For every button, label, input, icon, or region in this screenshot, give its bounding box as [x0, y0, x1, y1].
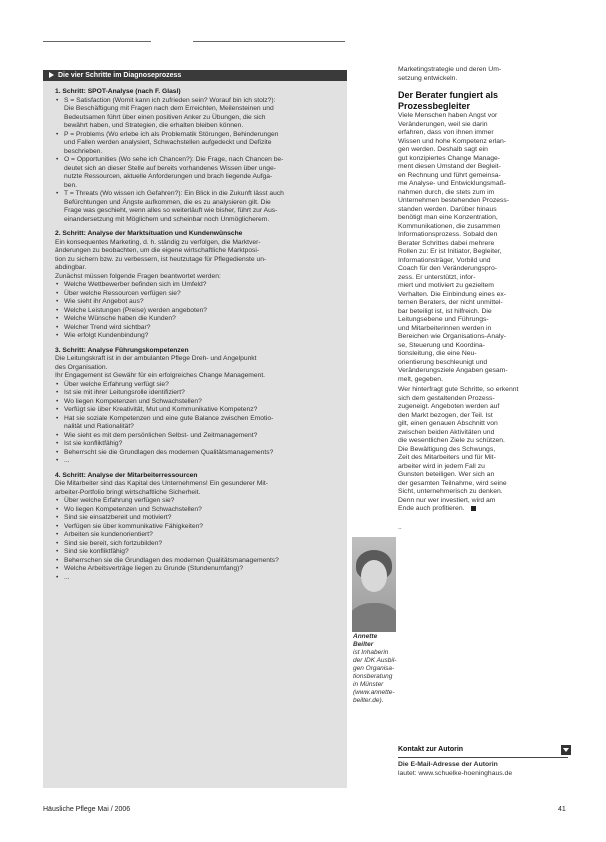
- bullet-item-continuation: nalität und Rationalität?: [64, 423, 134, 430]
- bullet-item: • Über welche Erfahrung verfügt sie?: [55, 381, 169, 390]
- step-paragraph-line: arbeiter-Portfolio bringt wirtschaftliche Sicherheit.: [55, 488, 201, 496]
- kontakt-title: Kontakt zur Autorin: [398, 746, 464, 753]
- column-text-line: Informationsträger, Vorbild und: [398, 256, 491, 264]
- bullet-item: Befürchtungen und Ängste aufkommen, die es zu analysieren gilt. Die: [64, 198, 271, 206]
- section-heading: Prozessbegleiter: [398, 100, 471, 111]
- step-paragraph-line: des Organisation.: [55, 363, 108, 371]
- caption-line: tionsberatung: [353, 673, 393, 680]
- bullet-item: • O = Opportunities (Wo sehe ich Chancen?): Die Frage, nach Chancen be-: [55, 156, 283, 165]
- column-text-line: ment diesen Umstand der Begleit-: [398, 163, 501, 170]
- bullet-item: • P = Problems (Wo erlebe ich als Problematik Störungen, Behinderungen: [55, 131, 278, 140]
- bullet-item: und Fallen werden analysiert, Schwachstellen aufgedeckt und Defizite: [64, 139, 272, 146]
- caption-line: Beilter: [353, 641, 374, 648]
- bullet-item: ben.: [64, 181, 78, 189]
- bullet-item: • Über welche Erfahrung verfügen sie?: [55, 497, 174, 506]
- column-text-line: Die Bewältigung des Schwungs,: [398, 445, 496, 453]
- column-text-line: den Markt bezogen, der Teil. Ist: [398, 411, 493, 419]
- bullet-item: • Sind sie einsatzbereit und motiviert?: [55, 514, 171, 523]
- bullet-item: • Welche Wünsche haben die Kunden?: [55, 315, 176, 324]
- step-heading: 2. Schritt: Analyse der Marktsituation und Kundenwünsche: [55, 230, 243, 237]
- end-of-article-mark: [471, 506, 476, 511]
- bullet-item: • S = Satisfaction (Womit kann ich zufrieden sein? Worauf bin ich stolz?):: [55, 97, 275, 106]
- column-text-line: Veränderungen, weil sie darin: [398, 120, 488, 128]
- caption-line: Annette: [353, 633, 378, 640]
- column-text-line: Viele Menschen haben Angst vor: [398, 112, 498, 119]
- bullet-item: • Über welche Ressourcen verfügen sie?: [55, 290, 181, 299]
- column-text-line: bar beteiligt ist, ist hilfreich. Die: [398, 307, 492, 315]
- column-text-line: gilt, einen genauen Abschnitt von: [398, 420, 498, 427]
- bullet-item: einandersetzung mit Möglichem und scheinbar noch Unmöglicherem.: [64, 215, 270, 223]
- column-text-line: Wer hinterfragt gute Schritte, so erkennt: [398, 386, 519, 393]
- box-title-bar: [43, 70, 347, 81]
- step-paragraph-line: tion zu sichern bzw. zu verbessern, ist heutzutage für Pflegedienste un-: [55, 255, 267, 263]
- column-text-line: zess. Er unterstützt, infor-: [398, 273, 476, 281]
- column-text-line: standen werden. Darüber hinaus: [398, 205, 497, 213]
- caption-line: ist Inhaberin: [353, 649, 389, 656]
- bullet-item: • Wie sieht ihr Angebot aus?: [55, 298, 144, 307]
- bullet-item: • Beherrschen sie die Grundlagen des modernen Qualitätsmanagements?: [55, 557, 279, 566]
- column-text-line: orientierung beschleunigt und: [398, 358, 488, 366]
- caption-line: der IDK Ausbil-: [353, 657, 397, 664]
- column-text-line: Berater Schrittes dabei mehrere: [398, 239, 495, 247]
- bullet-item: • Arbeiten sie kundenorientiert?: [55, 531, 153, 540]
- step-heading: 4. Schritt: Analyse der Mitarbeiterressourcen: [55, 471, 198, 479]
- play-arrow-icon: [49, 72, 54, 78]
- bullet-item: deutet sich an dieser Stelle auf bereits vorhandenes Wissen über unge-: [64, 164, 276, 172]
- bullet-item: • Ist sie mit ihrer Leitungsrolle identifiziert?: [55, 389, 185, 398]
- bullet-item: • Wo liegen Kompetenzen und Schwachstellen?: [55, 398, 202, 407]
- page-number: 41: [558, 806, 566, 813]
- step-paragraph-line: Ihr Engagement ist Gewähr für ein erfolgreiches Change Management.: [55, 372, 266, 379]
- column-text-line: arbeiter wird in jedem Fall zu: [398, 462, 485, 470]
- step-paragraph-line: Ein konsequentes Marketing, d. h. ständig zu verfolgen, die Marktver-: [55, 238, 261, 246]
- section-heading: Der Berater fungiert als: [398, 90, 499, 100]
- bullet-item: • T = Threats (Wo wissen ich Gefahren?): Ein Blick in die Zukunft lässt auch: [55, 190, 284, 199]
- column-text-line: und Mitarbeiterinnen werden in: [398, 324, 492, 332]
- bullet-item: • Sind sie bereit, sich fortzubilden?: [55, 540, 162, 549]
- column-text-line: Kommunikationen, die zusammen: [398, 222, 501, 230]
- column-text-line: Unternehmen bestehenden Prozess-: [398, 197, 510, 204]
- author-photo: [352, 537, 396, 632]
- kontakt-line: lautet: www.schuelke-hoeninghaus.de: [398, 769, 513, 777]
- column-text-line: der gesamten Teilnahme, wird seine: [398, 479, 507, 487]
- bullet-item: • Wie sieht es mit dem persönlichen Selbst- und Zeitmanagement?: [55, 432, 257, 441]
- column-text-line: zugeneigt. Angeboten werden auf: [398, 403, 500, 410]
- column-text-line: Coach für den Veränderungspro-: [398, 265, 497, 272]
- column-text-line: zwischen beiden Aktivitäten und: [398, 428, 495, 436]
- column-text-line: sich dem gestaltenden Prozess-: [398, 394, 495, 402]
- footer-magazine: Häusliche Pflege Mai / 2006: [43, 806, 131, 813]
- step-paragraph-line: abdingbar.: [55, 264, 87, 271]
- column-text-line: me Analyse- und Entwicklungsmaß-: [398, 180, 507, 187]
- column-text-line: Marketingstrategie und deren Um-: [398, 66, 502, 73]
- column-text-line: Verhalten. Die Einbindung eines ex-: [398, 290, 507, 298]
- column-text-line: benötigt man eine Konzentration,: [398, 214, 498, 221]
- box-title: Die vier Schritte im Diagnoseprozess: [58, 72, 182, 79]
- column-text-line: en Rechnung und führt gemeinsa-: [398, 171, 501, 179]
- bullet-item: • Sind sie konfliktfähig?: [55, 548, 129, 557]
- chevron-down-icon: [561, 745, 571, 755]
- column-text-line: gut konzipiertes Change Manage-: [398, 154, 501, 162]
- bullet-item: Bedeutsamen führt über einen positiven Anker zu Übungen, die sich: [64, 113, 266, 121]
- header-rule-left: [43, 41, 151, 42]
- header-rule-right: [193, 41, 345, 42]
- bullet-item: • Welcher Trend wird sichtbar?: [55, 324, 150, 333]
- bullet-item: • Welche Leistungen (Preise) werden angeboten?: [55, 307, 207, 316]
- step-intro: Zunächst müssen folgende Fragen beantwortet werden:: [55, 272, 221, 280]
- bullet-item: • Verfügen sie über kommunikative Fähigkeiten?: [55, 523, 203, 532]
- step-paragraph-line: Die Mitarbeiter sind das Kapital des Unternehmens! Ein gesunderer Mit-: [55, 480, 268, 487]
- column-text-line: Zeit des Mitarbeiters und für Mit-: [398, 454, 496, 461]
- column-text-line: nahmen durch, die stets zum im: [398, 188, 495, 196]
- bullet-item: • Wie erfolgt Kundenbindung?: [55, 332, 148, 341]
- bullet-item: nutzte Ressourcen, aktuelle Anforderungen und brach liegende Aufga-: [64, 173, 273, 180]
- step-paragraph-line: Die Leitungskraft ist in der ambulanten Pflege Dreh- und Angelpunkt: [55, 355, 257, 362]
- column-text-line: Wissen und hohe Kompetenz erlan-: [398, 137, 507, 145]
- step-heading: 1. Schritt: SPOT-Analyse (nach F. Glasl): [55, 88, 181, 95]
- column-text-line: gen werden. Deshalb sagt ein: [398, 146, 488, 153]
- bullet-item: • Wo liegen Kompetenzen und Schwachstellen?: [55, 506, 202, 515]
- caption-line: gen Organisa-: [353, 665, 395, 672]
- column-text-line: Denn nur wer investiert, wird am: [398, 496, 496, 504]
- bullet-item: Frage was geschieht, wenn alles so weiterläuft wie bisher, führt zur Aus-: [64, 207, 278, 214]
- column-text-line: die wesentlichen Ziele zu schützen.: [398, 437, 505, 444]
- column-text-line: Sicht, unternehmerisch zu denken.: [398, 488, 503, 495]
- column-text-line: Informationsprozess. Sobald den: [398, 231, 498, 238]
- column-text-line: melt, gegeben.: [398, 375, 443, 383]
- step-paragraph-line: änderungen zu beobachten, um die eigene wirtschaftliche Marktposi-: [55, 247, 260, 254]
- kontakt-line: Die E-Mail-Adresse der Autorin: [398, 761, 498, 768]
- column-text-line: ternen Beraters, der nicht unmittel-: [398, 299, 503, 306]
- bullet-item: • ...: [55, 457, 70, 466]
- caption-line: (www.annette-: [353, 689, 395, 696]
- column-text-line: erfahren, dass von ihnen immer: [398, 129, 494, 136]
- column-text-line: Rollen zu: Er ist Initiator, Begleiter,: [398, 248, 502, 255]
- column-text-line: Gunsten beteiligen. Wer sich an: [398, 471, 495, 478]
- column-text-line: miert und motiviert zu gezieltem: [398, 282, 494, 289]
- bullet-item: • Welche Arbeitsverträge liegen zu Grunde (Stundenumfang)?: [55, 565, 243, 574]
- column-text-line: ..: [398, 523, 402, 531]
- kontakt-divider: [398, 757, 568, 758]
- bullet-item: • Verfügt sie über Kreativität, Mut und Kommunikative Kompetenz?: [55, 406, 257, 415]
- column-text-line: tionsleitung, die eine Neu-: [398, 350, 477, 357]
- column-text-line: se, Steuerung und Koordina-: [398, 341, 485, 349]
- caption-line: beilter.de).: [353, 697, 384, 704]
- column-text-line: Veränderungsziele Angaben gesam-: [398, 367, 508, 374]
- bullet-item: • Welche Wettbewerber befinden sich im Umfeld?: [55, 281, 207, 290]
- column-text-line: Bereichen wie Organisations-Analy-: [398, 333, 507, 340]
- bullet-item: Die Beschäftigung mit Fragen nach dem Erreichten, Meilensteinen und: [64, 105, 274, 112]
- bullet-item: • Ist sie konfliktfähig?: [55, 440, 122, 449]
- bullet-item: bewährt haben, und Strategien, die erhalten bleiben können.: [64, 122, 244, 129]
- bullet-item: • Hat sie soziale Kompetenzen und eine gute Balance zwischen Emotio-: [55, 415, 273, 424]
- bullet-item: • Beherrscht sie die Grundlagen des modernen Qualitätsmanagements?: [55, 449, 273, 458]
- step-heading: 3. Schritt: Analyse Führungskompetenzen: [55, 346, 189, 354]
- column-text-line: setzung entwickeln.: [398, 74, 458, 82]
- bullet-item: • ...: [55, 574, 70, 583]
- column-text-line: Leitungsebene und Führungs-: [398, 316, 489, 323]
- column-text-line: Ende auch profitieren.: [398, 505, 568, 514]
- bullet-item: beschrieben.: [64, 147, 103, 155]
- caption-line: in Münster: [353, 681, 384, 688]
